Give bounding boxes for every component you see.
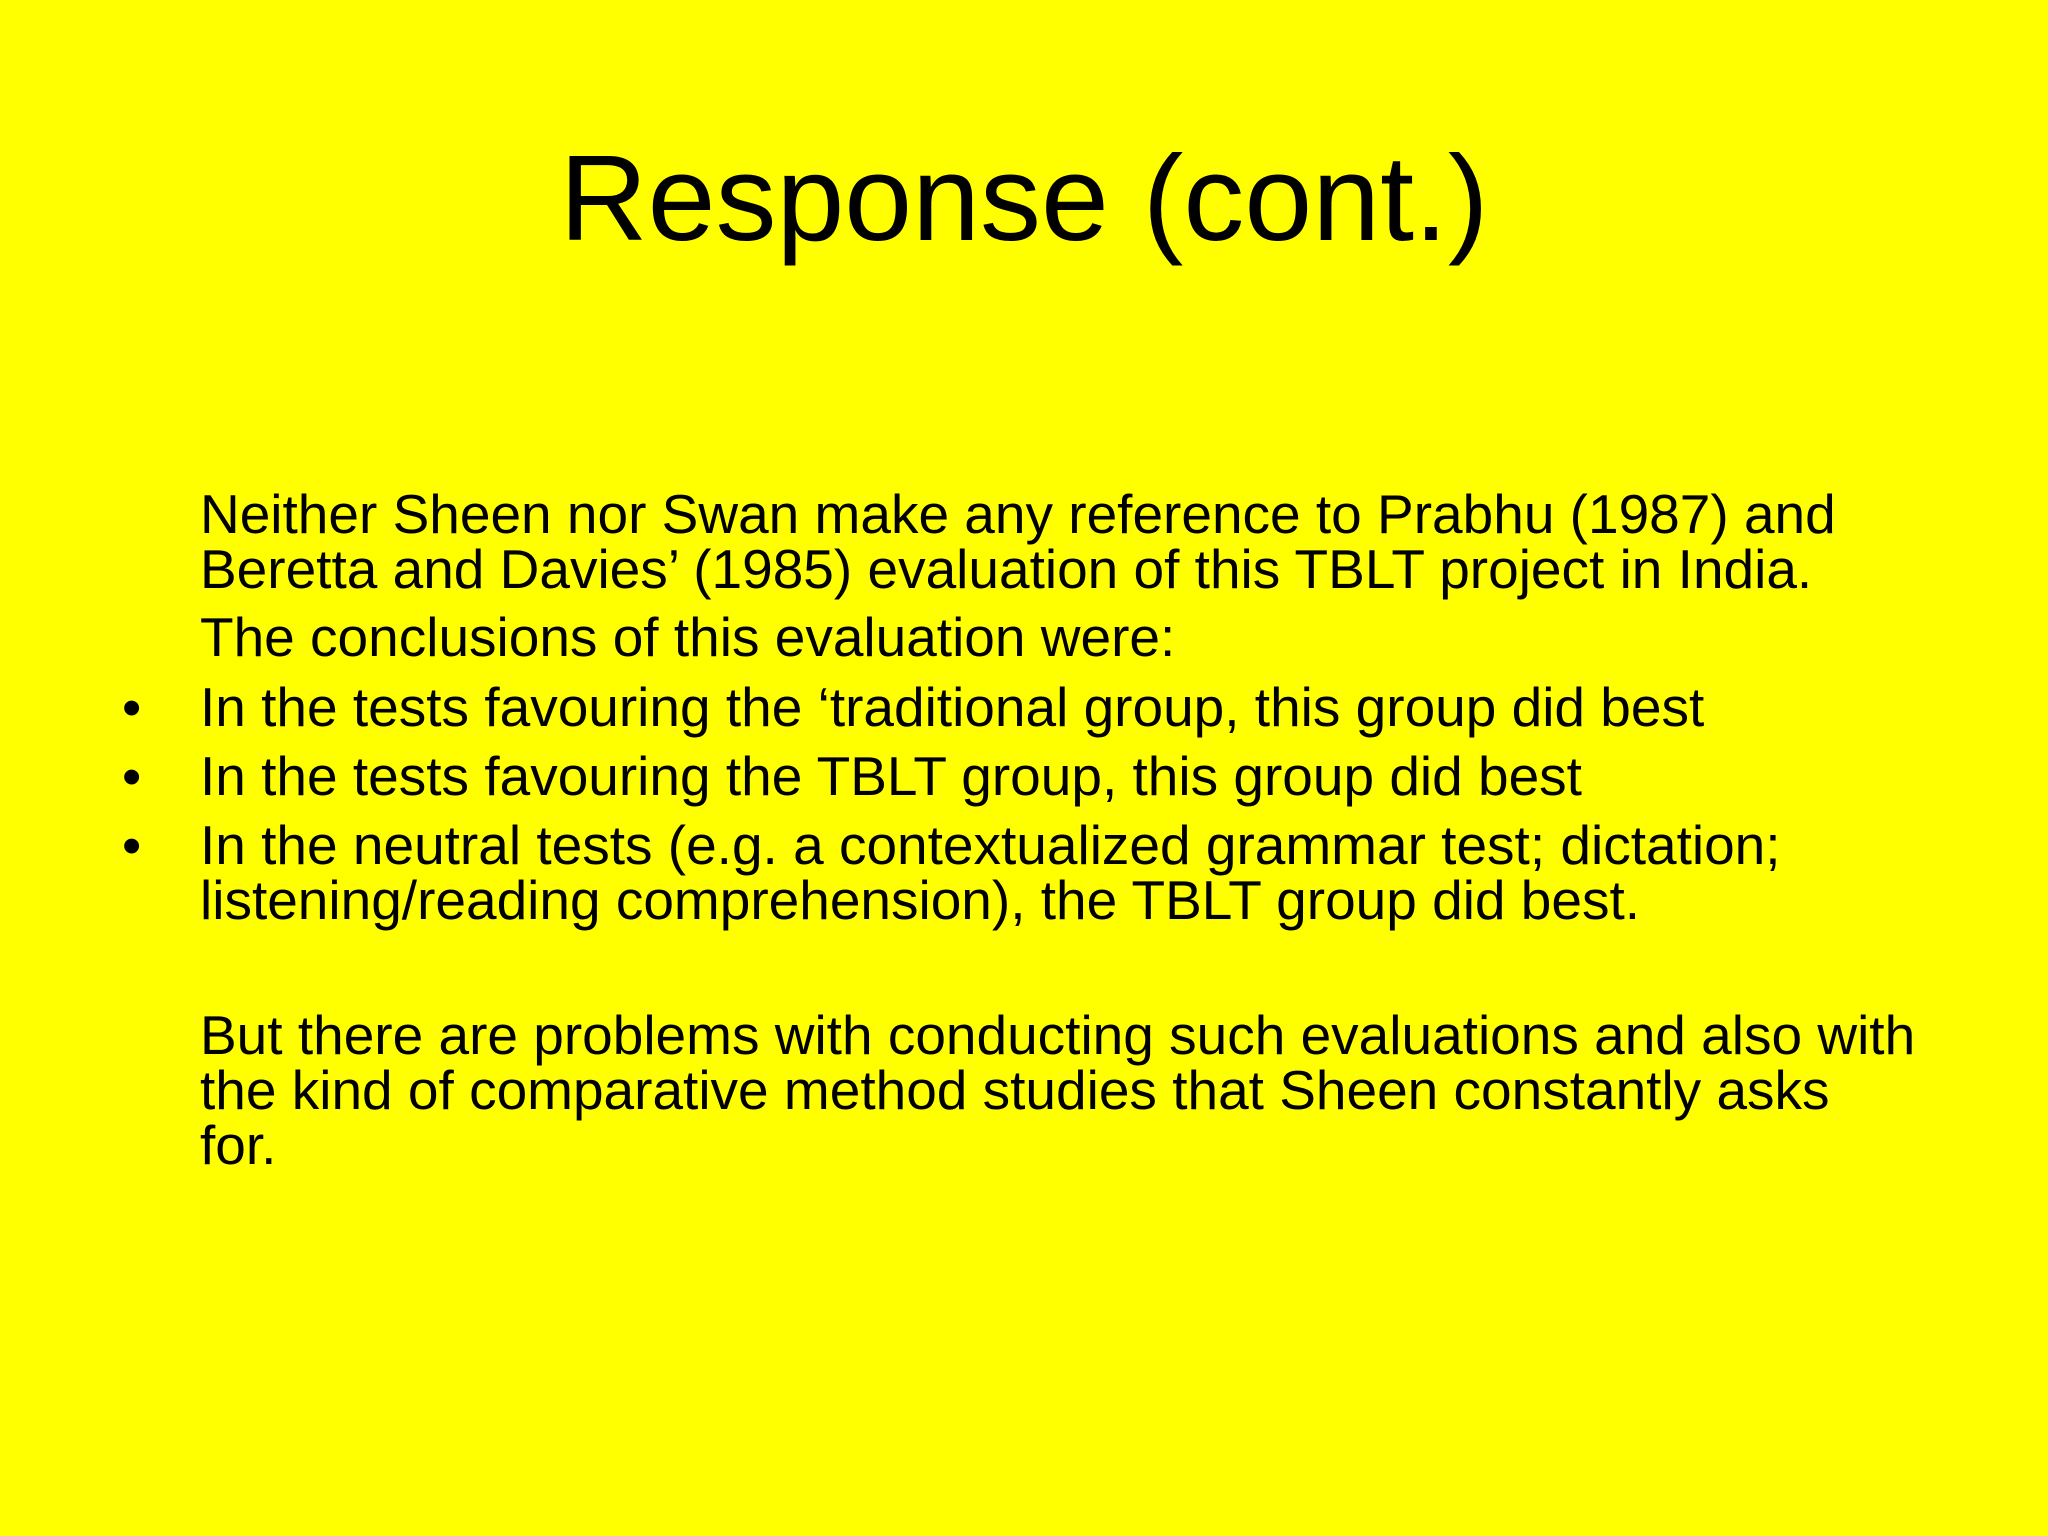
list-item-text: In the tests favouring the ‘traditional group, this group did best [200, 676, 1705, 738]
bullet-icon: • [122, 676, 142, 738]
list-item-text: In the neutral tests (e.g. a contextualized grammar test; dictation; listening/reading comprehension), the TBLT group did best. [200, 814, 1781, 931]
bullet-icon: • [122, 814, 142, 876]
list-item [0, 814, 1920, 931]
conclusions-list [0, 676, 2048, 942]
list-item [0, 676, 1920, 738]
list-item-text: In the tests favouring the TBLT group, this group did best [200, 745, 1582, 807]
bullet-icon: • [122, 745, 142, 807]
intro-paragraph: Neither Sheen nor Swan make any reference to Prabhu (1987) and Beretta and Davies’ (1985) evaluation of this TBLT project in India. [200, 483, 1836, 600]
slide-title: Response (cont.) [559, 130, 1489, 266]
list-item [0, 745, 1920, 807]
conclusions-heading: The conclusions of this evaluation were: [200, 606, 1176, 668]
closing-paragraph: But there are problems with conducting such evaluations and also with the kind of comparative method studies that Sheen constantly asks for. [200, 1004, 1916, 1176]
